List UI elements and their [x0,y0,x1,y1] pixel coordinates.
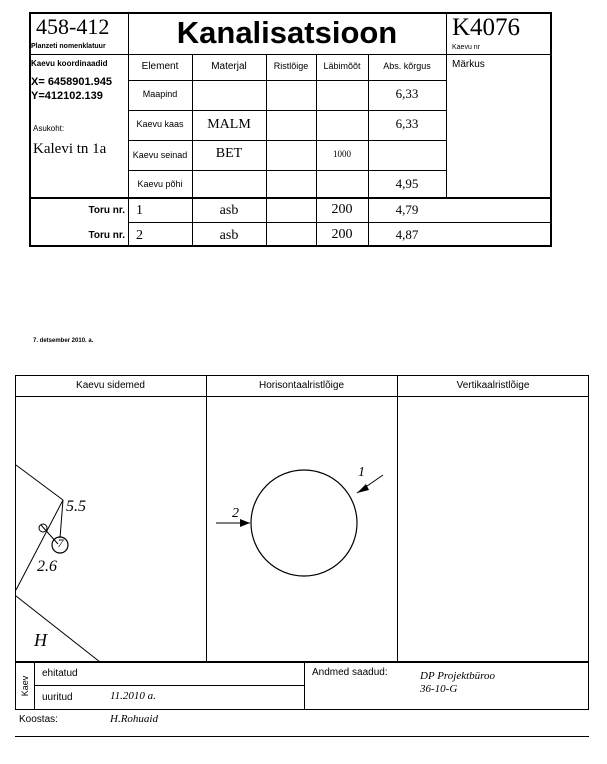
building-edge [16,596,100,662]
sketch-col-horizontal: Horisontaalristlõige [258,380,345,391]
col-header-element: Element [141,61,179,72]
pipe-material: asb [219,228,239,243]
pipe-diameter: 200 [331,202,353,217]
sketch-col-links: Kaevu sidemed [76,380,145,391]
data-by-code: 36-10-G [420,683,458,695]
pipe-label: Toru nr. [88,230,125,241]
pipe-2-arrowhead [240,519,250,527]
row-abs: 4,95 [395,176,419,191]
building-edge [16,465,63,500]
sketch-col-vertical: Vertikaalristlõige [456,380,530,391]
coord-y: Y=412102.139 [31,90,103,102]
row-element: Kaevu kaas [136,119,184,129]
well-mark: 7 [57,536,64,550]
well-circle [251,470,357,576]
pipe-material: asb [219,203,239,218]
row-element: Maapind [142,89,178,99]
row-material: MALM [207,117,251,132]
built-label: ehitatud [42,668,78,679]
surveyed-value: 11.2010 a. [110,690,156,702]
footer-frame [15,662,589,710]
compiled-label: Koostas: [19,714,58,725]
pipe-abs: 4,79 [395,202,419,217]
page-title: Kanalisatsioon [176,15,398,50]
date-note: 7. detsember 2010. a. [33,338,94,344]
side-label: Kaev [20,675,30,697]
data-by-label: Andmed saadud: [312,667,388,678]
nomenclature-label: Planzeti nomenklatuur [31,43,106,50]
col-header-material: Materjal [211,61,247,72]
col-header-cross: Ristlõige [273,61,309,71]
col-header-notes: Märkus [452,59,485,70]
pipe-number: 2 [136,228,143,243]
row-diameter: 1000 [333,149,351,159]
compiled-value: H.Rohuaid [110,713,158,725]
coords-label: Kaevu koordinaadid [31,59,108,68]
pipe-abs: 4,87 [395,227,419,242]
pipe-number: 1 [136,203,143,218]
data-by-value: DP Projektbüroo [420,670,496,682]
nomenclature: 458-412 [36,14,110,39]
location-label: Asukoht: [33,124,65,133]
row-abs: 6,33 [395,86,419,101]
pipe-label: Toru nr. [88,205,125,216]
pipe-1-label: 1 [358,465,365,480]
row-element: Kaevu seinad [132,150,188,160]
row-material: BET [215,146,243,161]
house-mark: H [34,630,47,650]
dimension-label: 5.5 [66,498,86,515]
surveyed-label: uuritud [42,692,73,703]
dimension-label: 2.6 [37,558,57,575]
coord-x: X= 6458901.945 [31,76,113,88]
pipe-diameter: 200 [331,227,353,242]
row-element: Kaevu põhi [137,179,183,189]
row-abs: 6,33 [395,116,419,131]
pipe-2-label: 2 [232,506,239,521]
location-value: Kalevi tn 1a [33,141,107,157]
well-number: K4076 [452,14,521,41]
col-header-abs: Abs. kõrgus [383,61,431,71]
col-header-diameter: Läbimõõt [323,61,361,71]
well-number-label: Kaevu nr [452,44,481,51]
survey-point [39,524,47,532]
